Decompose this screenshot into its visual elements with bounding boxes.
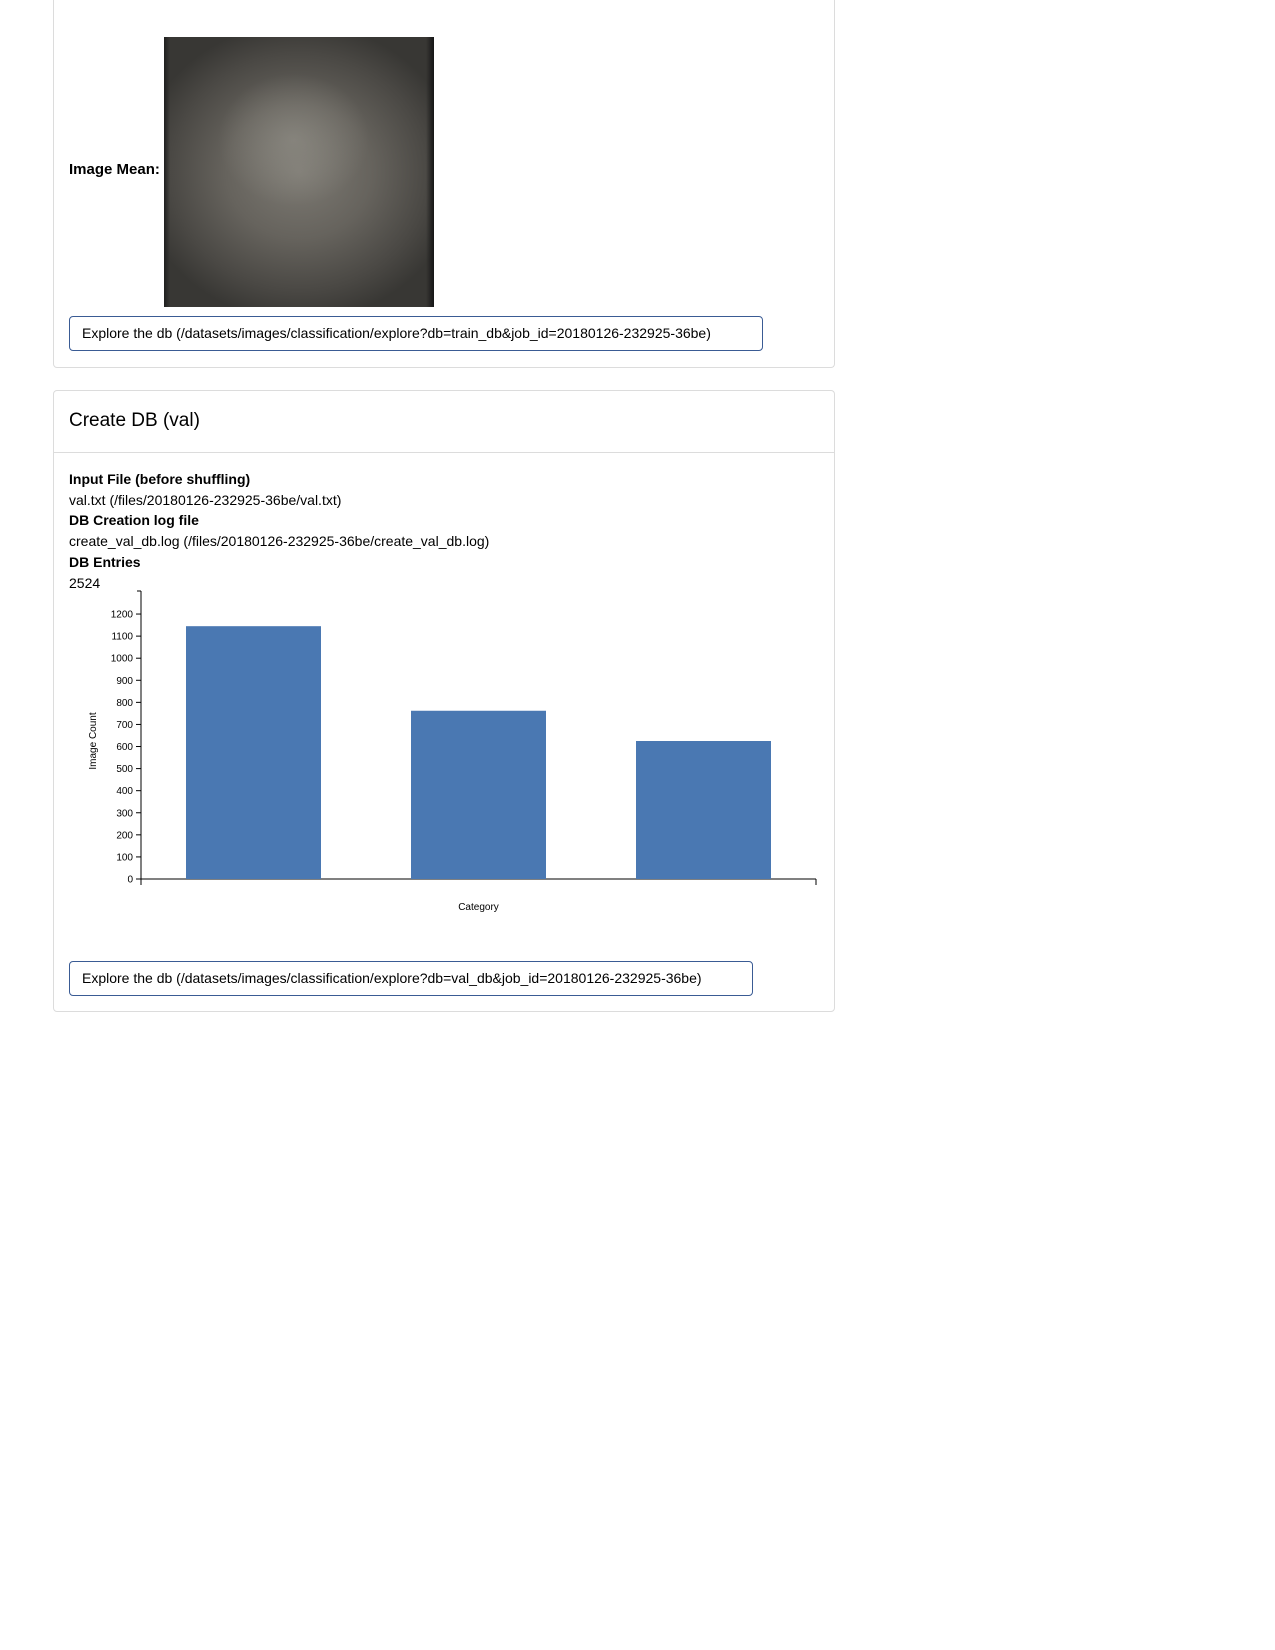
y-tick-label: 1100 <box>111 631 133 643</box>
input-file-link[interactable]: val.txt (/files/20180126-232925-36be/val.txt) <box>69 491 342 508</box>
bar <box>186 626 321 879</box>
explore-val-db-button[interactable]: Explore the db (/datasets/images/classification/explore?db=val_db&job_id=20180126-232925-36be) <box>69 961 753 996</box>
y-tick-label: 200 <box>116 830 133 842</box>
bar <box>411 711 546 879</box>
image-mean-label: Image Mean: <box>69 161 160 178</box>
val-db-panel <box>53 390 835 1012</box>
image-mean-picture <box>164 37 434 307</box>
y-tick-label: 900 <box>116 675 133 687</box>
log-file-label: DB Creation log file <box>69 512 199 529</box>
db-entries-value: 2524 <box>69 574 101 591</box>
log-file-link[interactable]: create_val_db.log (/files/20180126-232925-36be/create_val_db.log) <box>69 533 490 550</box>
y-tick-label: 600 <box>116 742 133 754</box>
y-axis-label: Image Count <box>88 712 99 770</box>
y-tick-label: 800 <box>116 697 133 709</box>
input-file-label: Input File (before shuffling) <box>69 471 251 487</box>
panel-title: Create DB (val) <box>69 410 200 431</box>
y-tick-label: 700 <box>116 719 133 731</box>
explore-train-db-button[interactable]: Explore the db (/datasets/images/classification/explore?db=train_db&job_id=20180126-232925-36be) <box>69 316 763 351</box>
y-tick-label: 1000 <box>110 653 133 665</box>
y-tick-label: 1200 <box>110 609 133 621</box>
category-bar-chart <box>54 391 834 951</box>
y-tick-label: 0 <box>127 874 133 886</box>
bar <box>636 741 771 879</box>
y-tick-label: 300 <box>116 808 133 820</box>
y-tick-label: 500 <box>116 764 133 776</box>
y-tick-label: 400 <box>116 786 133 798</box>
y-tick-label: 100 <box>116 852 133 864</box>
x-axis-label: Category <box>458 902 499 913</box>
train-db-panel <box>53 0 835 368</box>
db-entries-label: DB Entries <box>69 553 141 570</box>
